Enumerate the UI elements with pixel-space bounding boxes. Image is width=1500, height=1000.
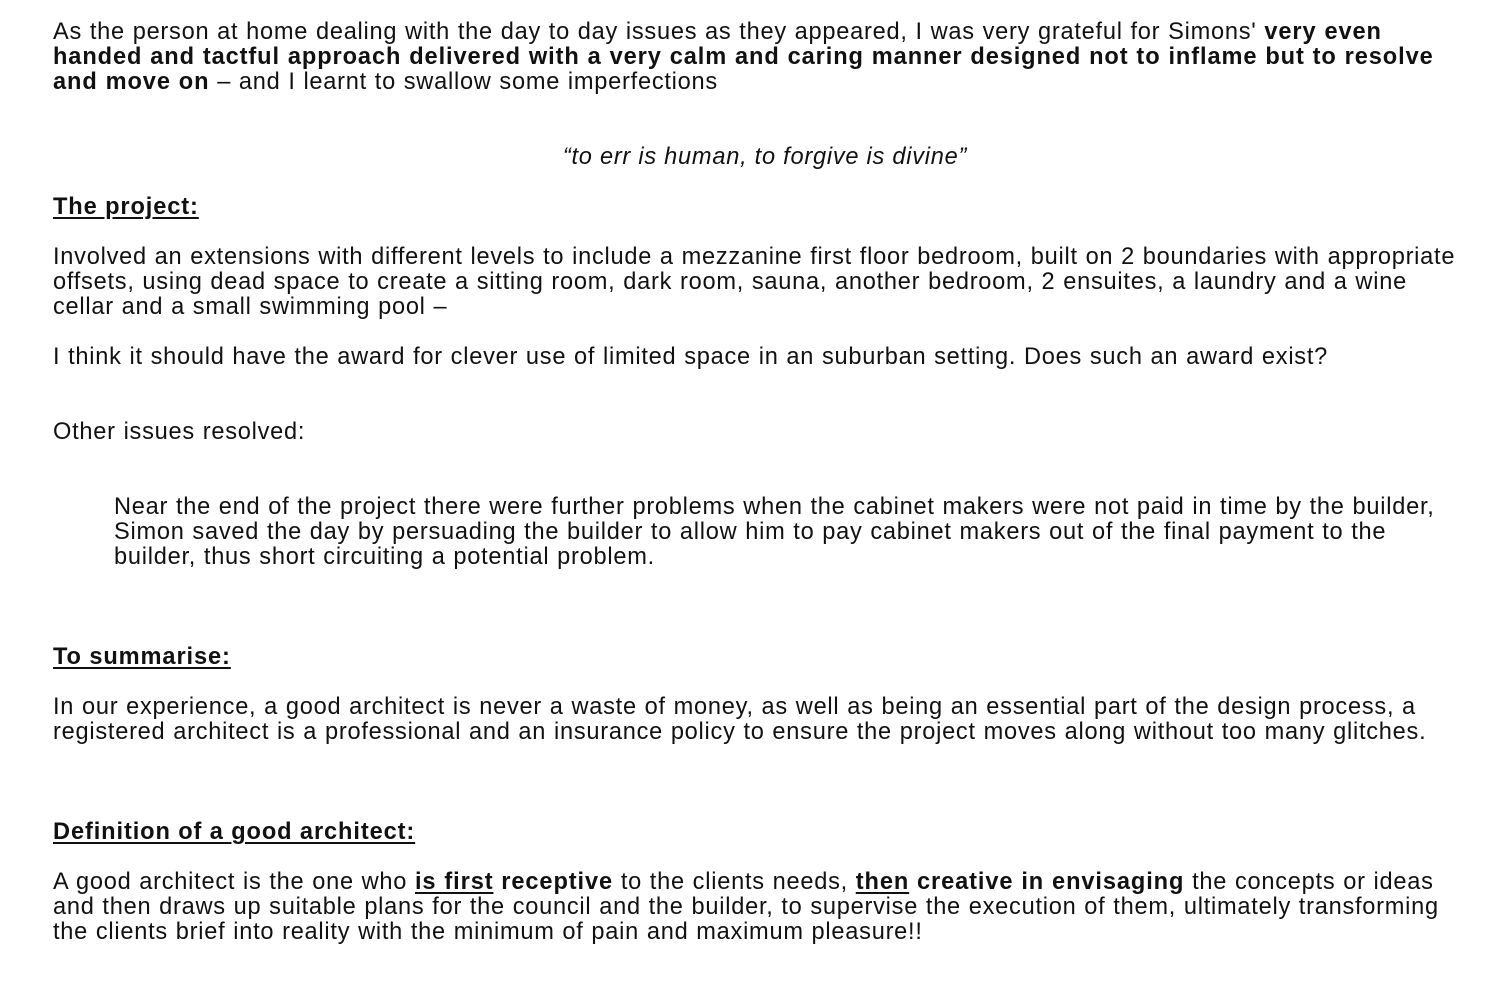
definition-text-3: the concepts or ideas and then draws up suitable plans for the council and the builder, to supervise the execution of them, ultimately transforming the clients brief into reality with the minimum of pain and maximum pleasure!! (53, 869, 1439, 945)
intro-text-2: – and I learnt to swallow some imperfections (217, 69, 718, 95)
project-description: Involved an extensions with different levels to include a mezzanine first floor bedroom, built on 2 boundaries with appropriate offsets, using dead space to create a sitting room, dark room, sauna, another bedroom, 2 ensuites, a laundry and a wine cellar and a small swimming pool – (53, 244, 1456, 320)
definition-bold-underlined-2: then (855, 869, 910, 895)
cabinet-makers-paragraph: Near the end of the project there were further problems when the cabinet makers were not paid in time by the builder, Simon saved the day by persuading the builder to allow him to pay cabinet makers out of the final payment to the builder, thus short circuiting a potential problem. (114, 494, 1435, 570)
definition-text-2: to the clients needs, (620, 869, 848, 895)
intro-bold-phrase: very even handed and tactful approach delivered with a very calm and caring manner designed not to inflame but to resolve and move on (53, 19, 1434, 95)
project-heading: The project: (53, 194, 199, 220)
definition-bold-1: receptive (501, 869, 614, 895)
intro-paragraph (53, 20, 1473, 95)
award-paragraph: I think it should have the award for clever use of limited space in an suburban setting. Does such an award exist? (53, 344, 1329, 370)
intro-text-1: As the person at home dealing with the day to day issues as they appeared, I was very grateful for Simons' (53, 19, 1257, 45)
definition-paragraph (53, 870, 1473, 945)
italic-quote: “to err is human, to forgive is divine” (562, 144, 968, 170)
summary-paragraph: In our experience, a good architect is never a waste of money, as well as being an essential part of the design process, a registered architect is a professional and an insurance policy to ensure the project moves along without too many glitches. (53, 694, 1427, 745)
other-issues-label: Other issues resolved: (53, 419, 306, 445)
definition-bold-underlined-1: is first (414, 869, 494, 895)
definition-text-1: A good architect is the one who (53, 869, 408, 895)
summary-heading: To summarise: (53, 644, 231, 670)
definition-bold-2: creative in envisaging (916, 869, 1185, 895)
definition-heading: Definition of a good architect: (53, 819, 416, 845)
